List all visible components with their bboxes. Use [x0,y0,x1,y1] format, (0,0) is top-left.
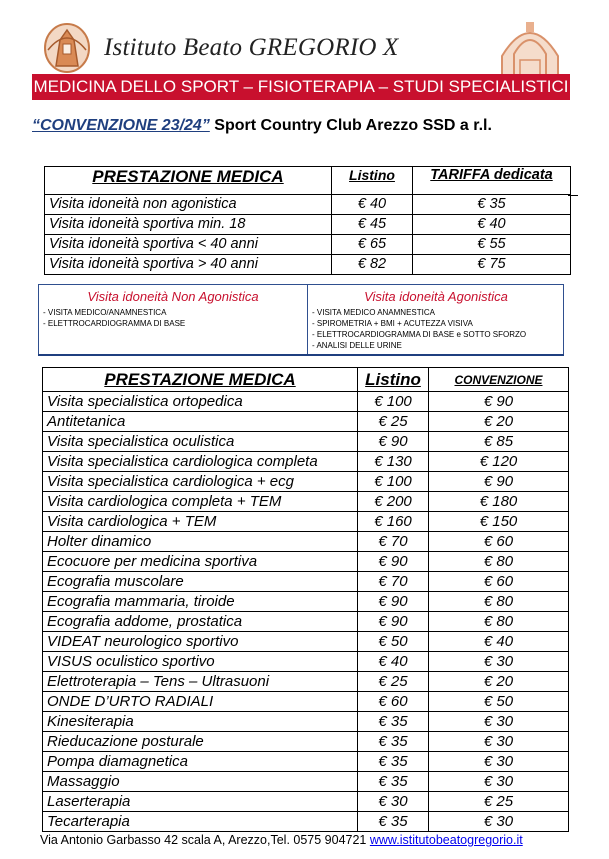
non-competitive-list [43,307,185,329]
competitive-title: Visita idoneità Agonistica [364,289,508,304]
list-price: € 70 [358,532,429,552]
table-row [43,732,569,752]
column-header-service: PRESTAZIONE MEDICA [45,167,332,195]
service-name: Visita specialistica cardiologica completa [43,452,358,472]
discounted-price: € 60 [429,572,569,592]
table-row [43,792,569,812]
table-row [43,512,569,532]
table-row [43,412,569,432]
list-price: € 30 [358,792,429,812]
discounted-price: € 20 [429,672,569,692]
service-name: Elettroterapia – Tens – Ultrasuoni [43,672,358,692]
table-row [43,652,569,672]
list-price: € 100 [358,392,429,412]
discounted-price: € 60 [429,532,569,552]
discounted-price: € 150 [429,512,569,532]
table-row [43,632,569,652]
list-price: € 90 [358,432,429,452]
column-header-service: PRESTAZIONE MEDICA [43,368,358,392]
club-name: Sport Country Club Arezzo SSD a r.l. [209,117,492,134]
service-name: VIDEAT neurologico sportivo [43,632,358,652]
table-row [45,235,571,255]
list-price: € 35 [358,812,429,832]
service-name: Visita idoneità sportiva > 40 anni [45,255,332,275]
table-row [45,215,571,235]
visit-contents-box [38,284,564,356]
column-header-convention-price: CONVENZIONE [429,368,569,392]
list-price: € 160 [358,512,429,532]
service-name: Pompa diamagnetica [43,752,358,772]
non-competitive-info [39,285,308,355]
list-price: € 35 [358,772,429,792]
service-name: Antitetanica [43,412,358,432]
convention-title [32,117,572,139]
discounted-price: € 80 [429,612,569,632]
table-row [43,812,569,832]
service-name: Visita idoneità sportiva < 40 anni [45,235,332,255]
divider [568,195,578,196]
service-name: Visita idoneità sportiva min. 18 [45,215,332,235]
service-name: Visita cardiologica + TEM [43,512,358,532]
column-header-list-price: Listino [358,368,429,392]
table-row [43,752,569,772]
discounted-price: € 30 [429,772,569,792]
list-item: - SPIROMETRIA + BMI + ACUTEZZA VISIVA [312,319,473,328]
footer [40,833,523,847]
service-name: Massaggio [43,772,358,792]
service-name: Ecografia addome, prostatica [43,612,358,632]
service-name: Visita specialistica ortopedica [43,392,358,412]
service-name: Ecografia mammaria, tiroide [43,592,358,612]
discounted-price: € 180 [429,492,569,512]
service-name: Laserterapia [43,792,358,812]
list-price: € 130 [358,452,429,472]
institute-name: Istituto Beato GREGORIO X [104,34,399,61]
service-name: Rieducazione posturale [43,732,358,752]
list-price: € 40 [358,652,429,672]
discounted-price: € 30 [429,732,569,752]
service-name: Visita cardiologica completa + TEM [43,492,358,512]
table-row [43,492,569,512]
list-price: € 35 [358,752,429,772]
sport-visits-table [44,166,571,275]
list-price: € 82 [332,255,413,275]
discounted-price: € 50 [429,692,569,712]
discounted-price: € 90 [429,472,569,492]
competitive-info [308,285,564,355]
competitive-list [312,307,526,351]
divider [38,354,564,356]
table-row [45,195,571,215]
list-price: € 45 [332,215,413,235]
list-item: - VISITA MEDICO ANAMNESTICA [312,308,435,317]
list-price: € 70 [358,572,429,592]
list-price: € 100 [358,472,429,492]
column-header-dedicated-rate: TARIFFA dedicata [413,167,571,195]
specialist-services-table [42,367,569,832]
list-price: € 200 [358,492,429,512]
discounted-price: € 120 [429,452,569,472]
list-price: € 90 [358,612,429,632]
list-item: - ANALISI DELLE URINE [312,341,402,350]
table-row [43,572,569,592]
table-row [43,532,569,552]
list-price: € 25 [358,412,429,432]
table-row [43,552,569,572]
table-row [45,255,571,275]
table-row [43,692,569,712]
list-price: € 25 [358,672,429,692]
table-row [43,672,569,692]
service-name: Tecarterapia [43,812,358,832]
discounted-price: € 30 [429,712,569,732]
list-item: - VISITA MEDICO/ANAMNESTICA [43,308,167,317]
service-name: Kinesiterapia [43,712,358,732]
table-row [43,452,569,472]
list-item: - ELETTROCARDIOGRAMMA DI BASE e SOTTO SFORZO [312,330,527,339]
discounted-price: € 80 [429,552,569,572]
tower-emblem-icon [42,20,92,74]
list-price: € 90 [358,592,429,612]
table-row [43,612,569,632]
table-header-row [45,167,571,195]
discounted-price: € 30 [429,812,569,832]
discounted-price: € 85 [429,432,569,452]
discounted-price: € 40 [429,632,569,652]
list-price: € 65 [332,235,413,255]
discounted-price: € 20 [429,412,569,432]
service-name: Holter dinamico [43,532,358,552]
footer-address: Via Antonio Garbasso 42 scala A, Arezzo,Tel. 0575 904721 [40,833,370,847]
discounted-price: € 75 [413,255,571,275]
list-price: € 90 [358,552,429,572]
discounted-price: € 25 [429,792,569,812]
service-name: Visita specialistica cardiologica + ecg [43,472,358,492]
church-dome-icon [492,16,568,78]
service-name: Visita specialistica oculistica [43,432,358,452]
list-price: € 35 [358,712,429,732]
discounted-price: € 55 [413,235,571,255]
list-price: € 50 [358,632,429,652]
discounted-price: € 30 [429,752,569,772]
table-row [43,592,569,612]
service-name: Ecografia muscolare [43,572,358,592]
discounted-price: € 90 [429,392,569,412]
website-link[interactable]: www.istitutobeatogregorio.it [369,833,523,847]
column-header-list-price: Listino [332,167,413,195]
service-name: VISUS oculistico sportivo [43,652,358,672]
non-competitive-title: Visita idoneità Non Agonistica [87,289,259,304]
section-banner: MEDICINA DELLO SPORT – FISIOTERAPIA – STUDI SPECIALISTICI [32,74,570,100]
discounted-price: € 40 [413,215,571,235]
table-row [43,432,569,452]
list-price: € 35 [358,732,429,752]
list-item: - ELETTROCARDIOGRAMMA DI BASE [43,319,186,328]
table-row [43,772,569,792]
list-price: € 40 [332,195,413,215]
table-row [43,392,569,412]
discounted-price: € 30 [429,652,569,672]
discounted-price: € 80 [429,592,569,612]
service-name: Ecocuore per medicina sportiva [43,552,358,572]
convention-label: “CONVENZIONE 23/24” [32,117,210,134]
discounted-price: € 35 [413,195,571,215]
service-name: ONDE D’URTO RADIALI [43,692,358,712]
table-header-row [43,368,569,392]
service-name: Visita idoneità non agonistica [45,195,332,215]
table-row [43,712,569,732]
table-row [43,472,569,492]
list-price: € 60 [358,692,429,712]
